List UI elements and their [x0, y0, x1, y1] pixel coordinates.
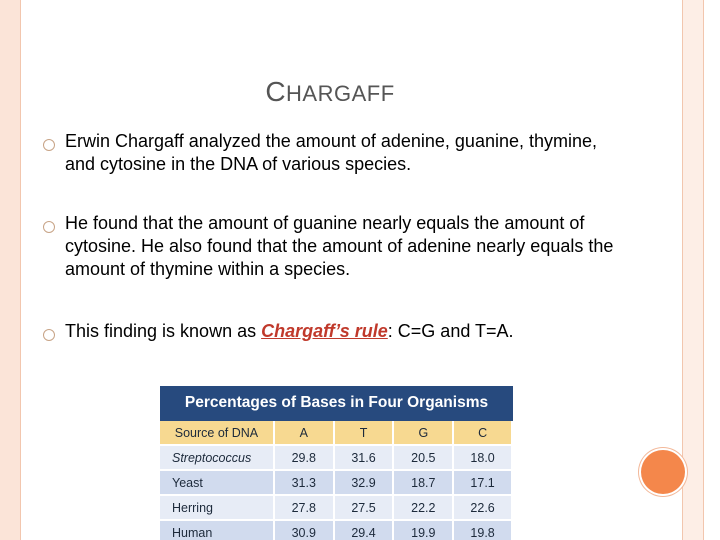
bullet-text-suffix: : C=G and T=A. [387, 321, 514, 341]
bullet-marker-icon [43, 221, 55, 233]
table-row [160, 495, 512, 520]
chargaff-rule-term: Chargaff’s rule [261, 321, 388, 341]
value-cell: 31.6 [334, 445, 394, 470]
slide-title-rest: HARGAFF [286, 81, 395, 106]
bullet-text [65, 320, 625, 343]
column-header: G [393, 421, 453, 445]
value-cell: 30.9 [274, 520, 334, 540]
decorative-circle [641, 450, 685, 494]
slide-title-first-letter: C [265, 76, 287, 107]
bases-table-figure [160, 386, 513, 540]
value-cell: 29.4 [334, 520, 394, 540]
right-decorative-border [682, 0, 704, 540]
organism-cell: Streptococcus [160, 445, 274, 470]
value-cell: 18.0 [453, 445, 512, 470]
column-header: T [334, 421, 394, 445]
value-cell: 19.8 [453, 520, 512, 540]
bases-table [160, 421, 513, 540]
value-cell: 27.8 [274, 495, 334, 520]
table-row [160, 520, 512, 540]
table-title: Percentages of Bases in Four Organisms [184, 394, 489, 411]
organism-cell: Human [160, 520, 274, 540]
value-cell: 20.5 [393, 445, 453, 470]
value-cell: 18.7 [393, 470, 453, 495]
value-cell: 29.8 [274, 445, 334, 470]
bullet-text: He found that the amount of guanine nearly equals the amount of cytosine. He also found that the amount of adenine nearly equals the amount of thymine within a species. [65, 213, 614, 279]
bullet-marker-icon [43, 329, 55, 341]
table-row [160, 470, 512, 495]
table-row [160, 445, 512, 470]
value-cell: 22.6 [453, 495, 512, 520]
value-cell: 27.5 [334, 495, 394, 520]
bullet-text-prefix: This finding is known as [65, 321, 262, 341]
slide-title [0, 76, 660, 108]
organism-cell: Yeast [160, 470, 274, 495]
table-header-row [160, 421, 512, 445]
column-header: Source of DNA [160, 421, 274, 445]
bullet-marker-icon [43, 139, 55, 151]
value-cell: 32.9 [334, 470, 394, 495]
value-cell: 31.3 [274, 470, 334, 495]
value-cell: 17.1 [453, 470, 512, 495]
bullet-text: Erwin Chargaff analyzed the amount of adenine, guanine, thymine, and cytosine in the DNA of various species. [65, 131, 598, 174]
organism-cell: Herring [160, 495, 274, 520]
column-header: A [274, 421, 334, 445]
value-cell: 22.2 [393, 495, 453, 520]
value-cell: 19.9 [393, 520, 453, 540]
column-header: C [453, 421, 512, 445]
